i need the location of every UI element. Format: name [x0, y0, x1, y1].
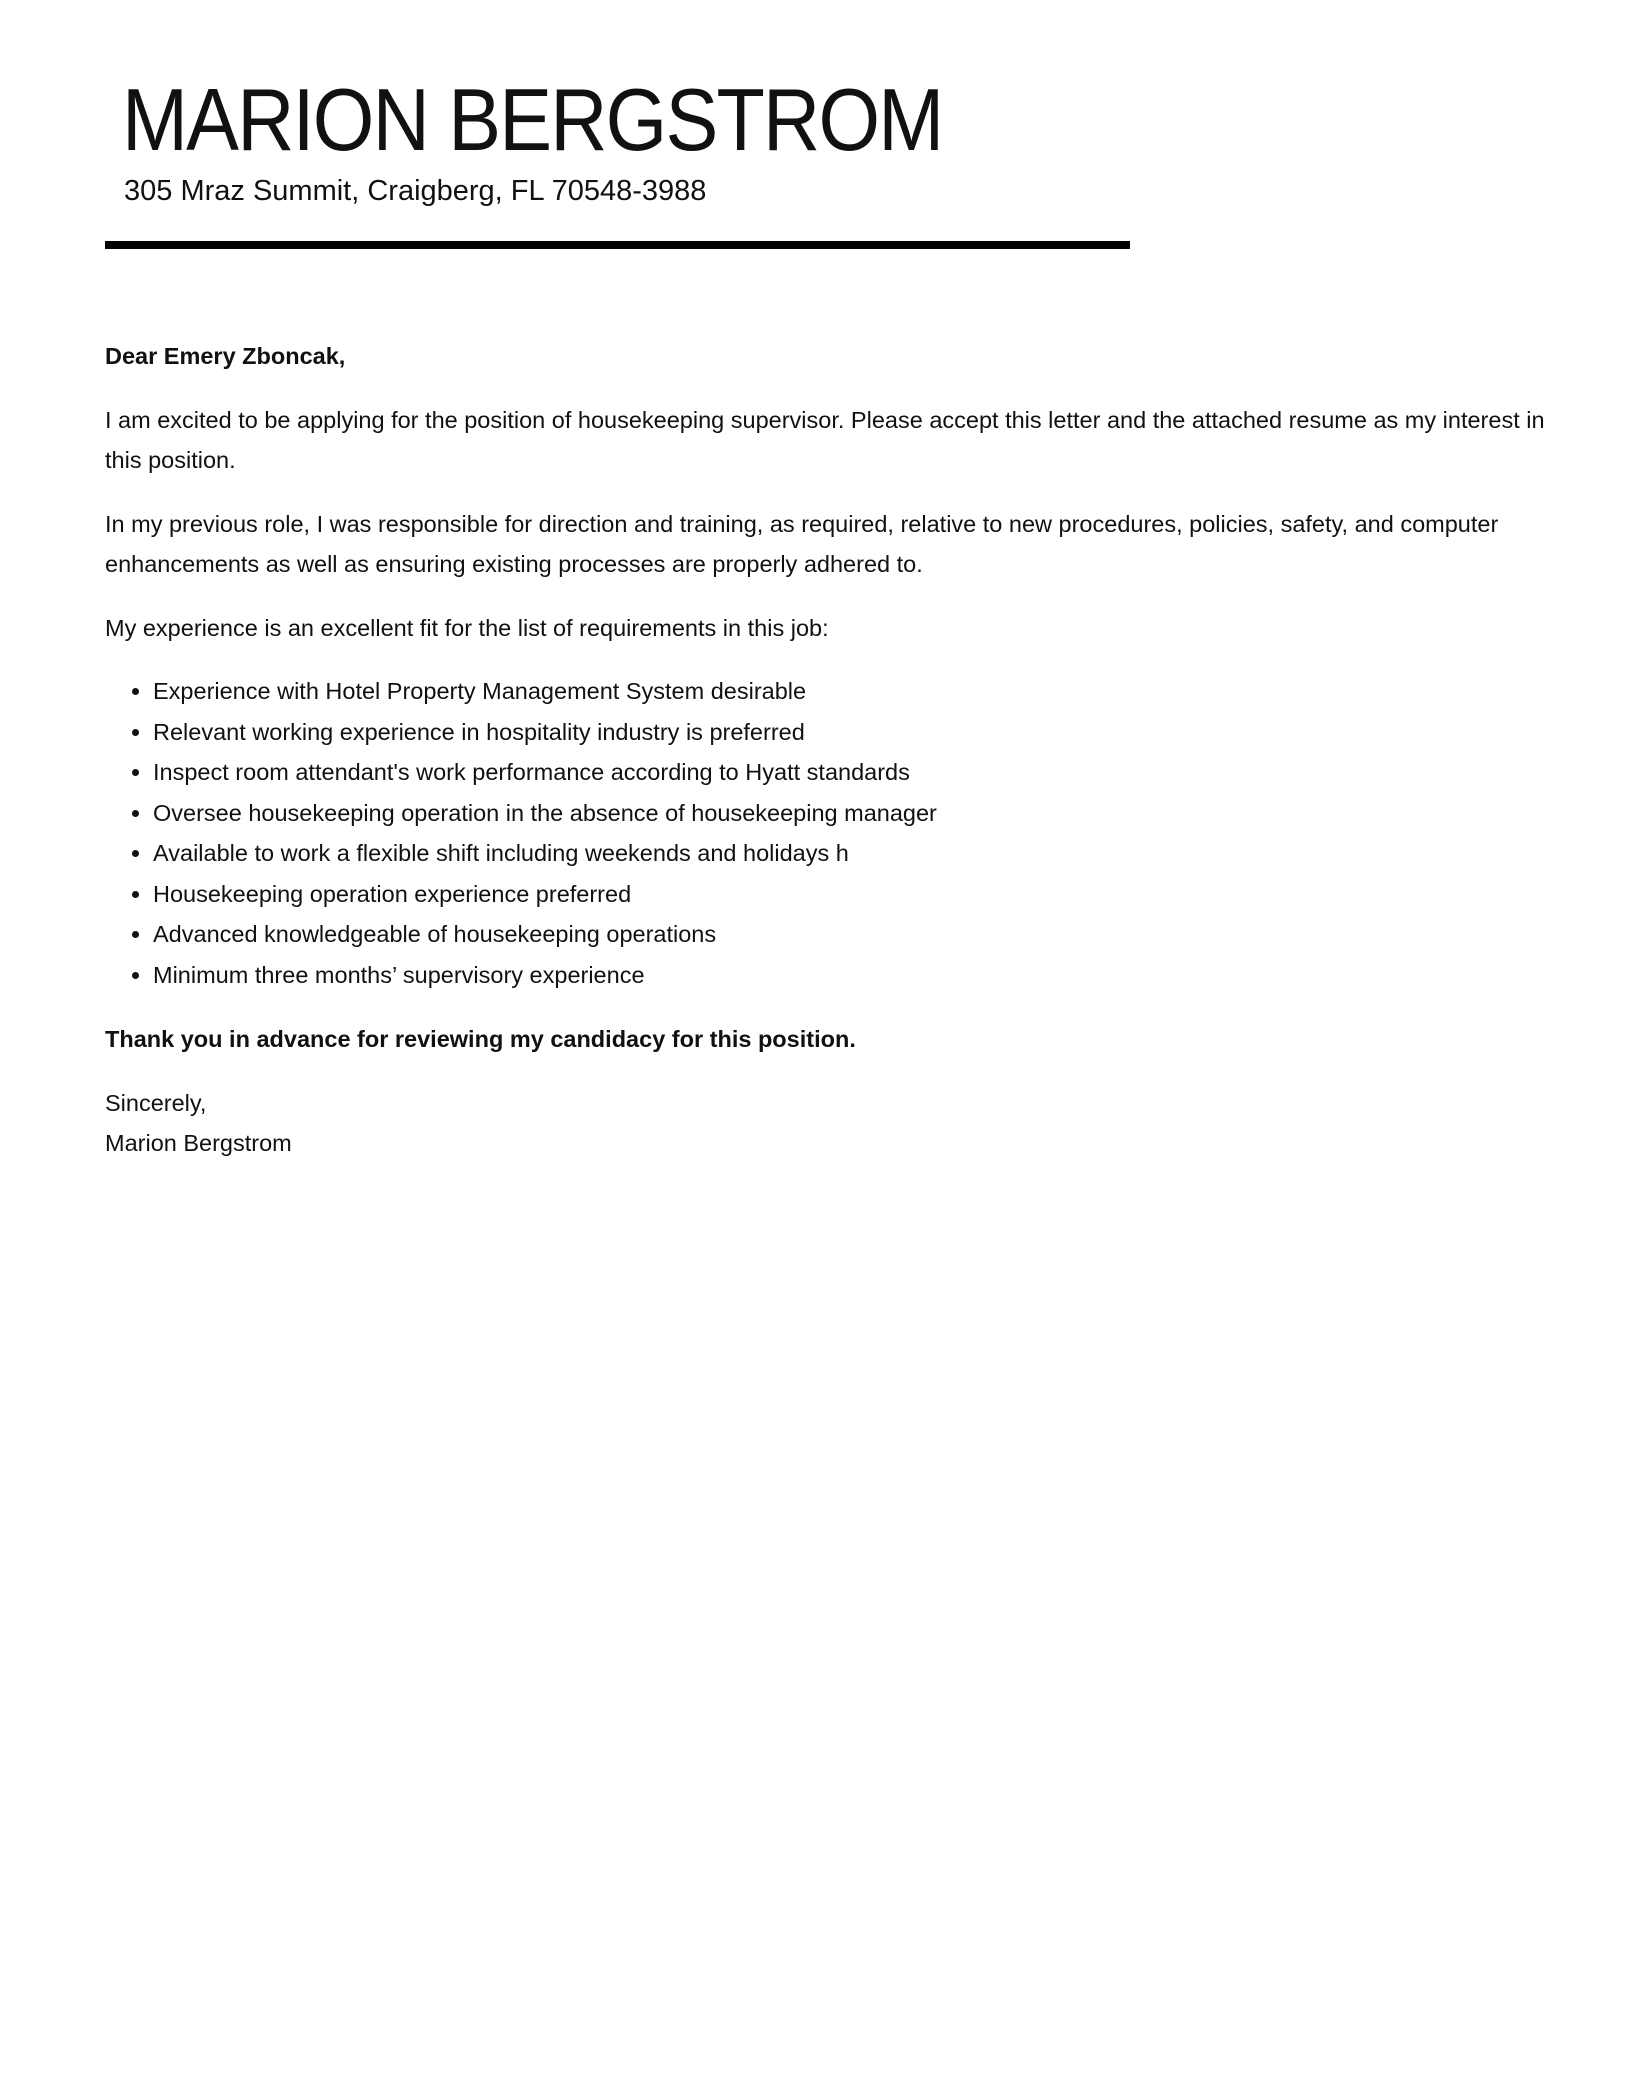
paragraph-experience: In my previous role, I was responsible for direction and training, as required, relative to new procedures, policies, safety, and computer enhancements as well as ensuring existing processes are properly adhered to. [105, 510, 1499, 577]
list-item: • Advanced knowledgeable of housekeeping operations [153, 914, 1545, 955]
signature: Marion Bergstrom [105, 1130, 292, 1156]
closing: Sincerely, [105, 1089, 207, 1116]
header-divider [105, 241, 1130, 249]
applicant-name: MARION BERGSTROM [122, 70, 943, 169]
thanks-line: Thank you in advance for reviewing my candidacy for this position. [105, 1026, 856, 1052]
applicant-address: 305 Mraz Summit, Craigberg, FL 70548-3988 [124, 175, 707, 207]
letter-body [105, 336, 1545, 1164]
list-item: • Inspect room attendant's work performance according to Hyatt standards [153, 752, 1545, 793]
list-item: • Oversee housekeeping operation in the absence of housekeeping manager [153, 793, 1545, 834]
list-item: • Minimum three months’ supervisory experience [153, 955, 1545, 996]
list-item: • Experience with Hotel Property Management System desirable [153, 671, 1545, 712]
paragraph-intro: I am excited to be applying for the position of housekeeping supervisor. Please accept this letter and the attached resume as my interest in this position. [105, 406, 1545, 473]
salutation: Dear Emery Zboncak, [105, 343, 346, 369]
paragraph-requirements-intro: My experience is an excellent fit for the list of requirements in this job: [105, 614, 829, 641]
list-item: • Available to work a flexible shift including weekends and holidays h [153, 833, 1545, 874]
list-item: • Housekeeping operation experience preferred [153, 874, 1545, 915]
list-item: • Relevant working experience in hospitality industry is preferred [153, 712, 1545, 753]
requirements-list [105, 671, 1545, 995]
